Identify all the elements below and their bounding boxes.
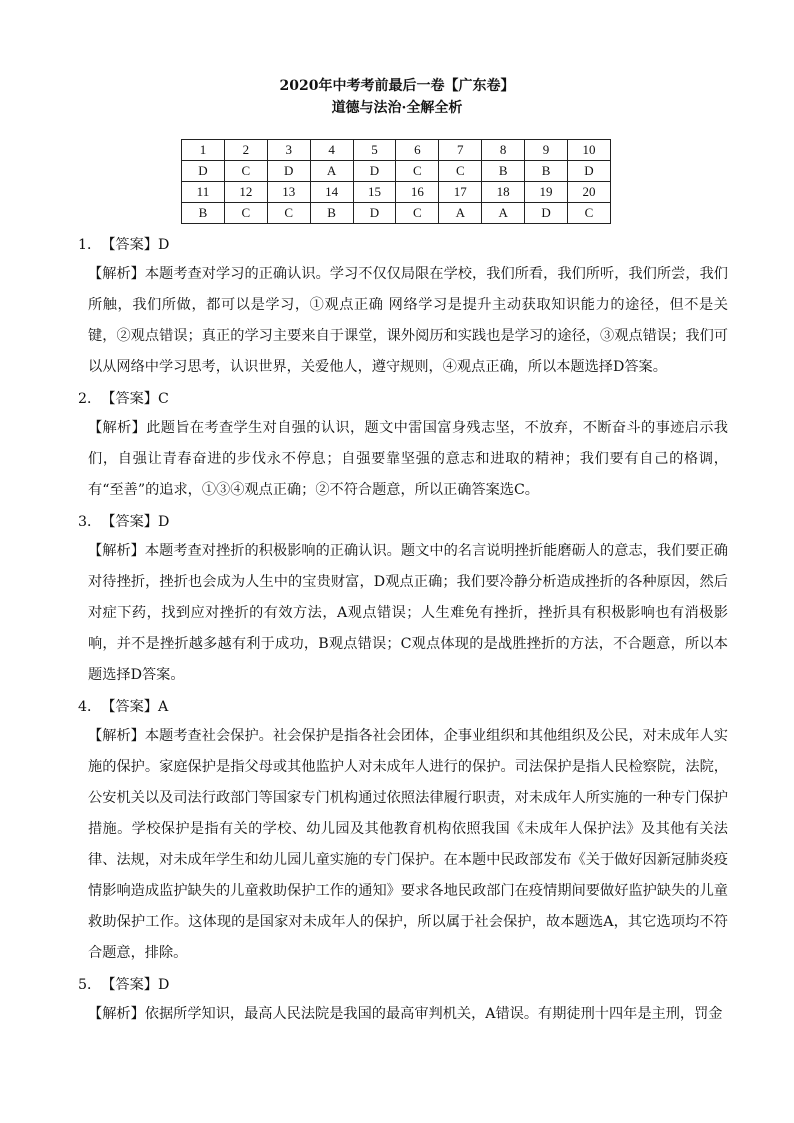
question-number-row	[182, 140, 611, 161]
question-number-cell: 12	[224, 182, 267, 203]
answer-cell: A	[439, 203, 482, 224]
answer-label: 【答案】D	[101, 237, 170, 253]
answer-row	[182, 203, 611, 224]
answer-cell: C	[439, 161, 482, 182]
document-subtitle: 道德与法治·全解全析	[331, 100, 463, 116]
question-block	[78, 973, 728, 1030]
answer-cell: C	[224, 161, 267, 182]
answer-cell: B	[482, 161, 525, 182]
question-number-cell: 13	[267, 182, 310, 203]
analysis-text: 【解析】本题考查对学习的正确认识。学习不仅仅局限在学校，我们所看，我们所听，我们所尝，我们所触，我们所做，都可以是学习，①观点正确 网络学习是提升主动获取知识能力的途径，但不是关键，②观点错误；真正的学习主要来自于课堂，课外阅历和实践也是学习的途径，③观点错误；我们可以从网络中学习思考，认识世界，关爱他人，遵守规则，④观点正确，所以本题选择D答案。	[88, 266, 728, 375]
answer-cell: B	[182, 203, 225, 224]
answer-cell: C	[224, 203, 267, 224]
analysis-content	[78, 231, 728, 1034]
question-number-cell: 4	[310, 140, 353, 161]
answer-label: 【答案】C	[101, 391, 169, 407]
question-number-cell: 8	[482, 140, 525, 161]
analysis-text: 【解析】依据所学知识，最高人民法院是我国的最高审判机关，A错误。有期徒刑十四年是主刑，罚金	[88, 1006, 723, 1022]
question-number-cell: 19	[525, 182, 568, 203]
question-number-cell: 2	[224, 140, 267, 161]
answer-cell: D	[525, 203, 568, 224]
answer-cell: C	[396, 161, 439, 182]
question-block	[78, 510, 728, 691]
question-number-cell: 7	[439, 140, 482, 161]
question-number: 2．	[78, 391, 102, 407]
question-number-cell: 6	[396, 140, 439, 161]
answer-cell: B	[310, 203, 353, 224]
analysis-text: 【解析】此题旨在考查学生对自强的认识，题文中雷国富身残志坚，不放弃，不断奋斗的事迹启示我们，自强让青春奋进的步伐永不停息；自强要靠坚强的意志和进取的精神；我们要有自己的格调，有“至善”的追求，①③④观点正确；②不符合题意，所以正确答案选C。	[88, 420, 728, 498]
question-block	[78, 387, 728, 506]
answer-cell: D	[568, 161, 611, 182]
analysis-text: 【解析】本题考查对挫折的积极影响的正确认识。题文中的名言说明挫折能磨砺人的意志，我们要正确对待挫折，挫折也会成为人生中的宝贵财富，D观点正确；我们要冷静分析造成挫折的各种原因，然后对症下药，找到应对挫折的有效方法，A观点错误；人生难免有挫折，挫折具有积极影响也有消极影响，并不是挫折越多越有利于成功，B观点错误；C观点体现的是战胜挫折的方法，不合题意，所以本题选择D答案。	[88, 543, 728, 683]
answer-label: 【答案】D	[101, 977, 170, 993]
question-number-cell: 11	[182, 182, 225, 203]
document-header	[0, 76, 794, 118]
answer-cell: D	[353, 161, 396, 182]
answer-key-table	[181, 139, 611, 224]
question-number-cell: 15	[353, 182, 396, 203]
answer-cell: D	[267, 161, 310, 182]
question-number-cell: 1	[182, 140, 225, 161]
answer-cell: C	[396, 203, 439, 224]
answer-label: 【答案】D	[101, 514, 170, 530]
question-number-cell: 5	[353, 140, 396, 161]
question-number-cell: 3	[267, 140, 310, 161]
question-answer-line	[78, 510, 728, 534]
answer-row	[182, 161, 611, 182]
question-block	[78, 233, 728, 383]
question-number-cell: 9	[525, 140, 568, 161]
answer-cell: C	[568, 203, 611, 224]
question-number: 4．	[78, 699, 102, 715]
answer-cell: A	[310, 161, 353, 182]
question-number-cell: 14	[310, 182, 353, 203]
question-block	[78, 695, 728, 969]
question-answer-line	[78, 233, 728, 257]
document-title: 2020年中考考前最后一卷【广东卷】	[279, 78, 515, 94]
question-number-cell: 17	[439, 182, 482, 203]
answer-cell: B	[525, 161, 568, 182]
question-answer-line	[78, 387, 728, 411]
question-number-cell: 18	[482, 182, 525, 203]
question-number-cell: 16	[396, 182, 439, 203]
analysis-text: 【解析】本题考查社会保护。社会保护是指各社会团体，企事业组织和其他组织及公民，对未成年人实施的保护。家庭保护是指父母或其他监护人对未成年人进行的保护。司法保护是指人民检察院，法院，公安机关以及司法行政部门等国家专门机构通过依照法律履行职责，对未成年人所实施的一种专门保护措施。学校保护是指有关的学校、幼儿园及其他教育机构依照我国《未成年人保护法》及其他有关法律、法规，对未成年学生和幼儿园儿童实施的专门保护。在本题中民政部发布《关于做好因新冠肺炎疫情影响造成监护缺失的儿童救助保护工作的通知》要求各地民政部门在疫情期间要做好监护缺失的儿童救助保护工作。这体现的是国家对未成年人的保护，所以属于社会保护，故本题选A，其它选项均不符合题意，排除。	[88, 728, 728, 961]
answer-cell: A	[482, 203, 525, 224]
answer-label: 【答案】A	[101, 699, 169, 715]
answer-cell: D	[353, 203, 396, 224]
question-number: 3．	[78, 514, 102, 530]
question-answer-line	[78, 973, 728, 997]
question-number-row	[182, 182, 611, 203]
question-number-cell: 20	[568, 182, 611, 203]
question-number: 5．	[78, 977, 102, 993]
question-number: 1．	[78, 237, 102, 253]
answer-cell: D	[182, 161, 225, 182]
answer-cell: C	[267, 203, 310, 224]
question-answer-line	[78, 695, 728, 719]
question-number-cell: 10	[568, 140, 611, 161]
